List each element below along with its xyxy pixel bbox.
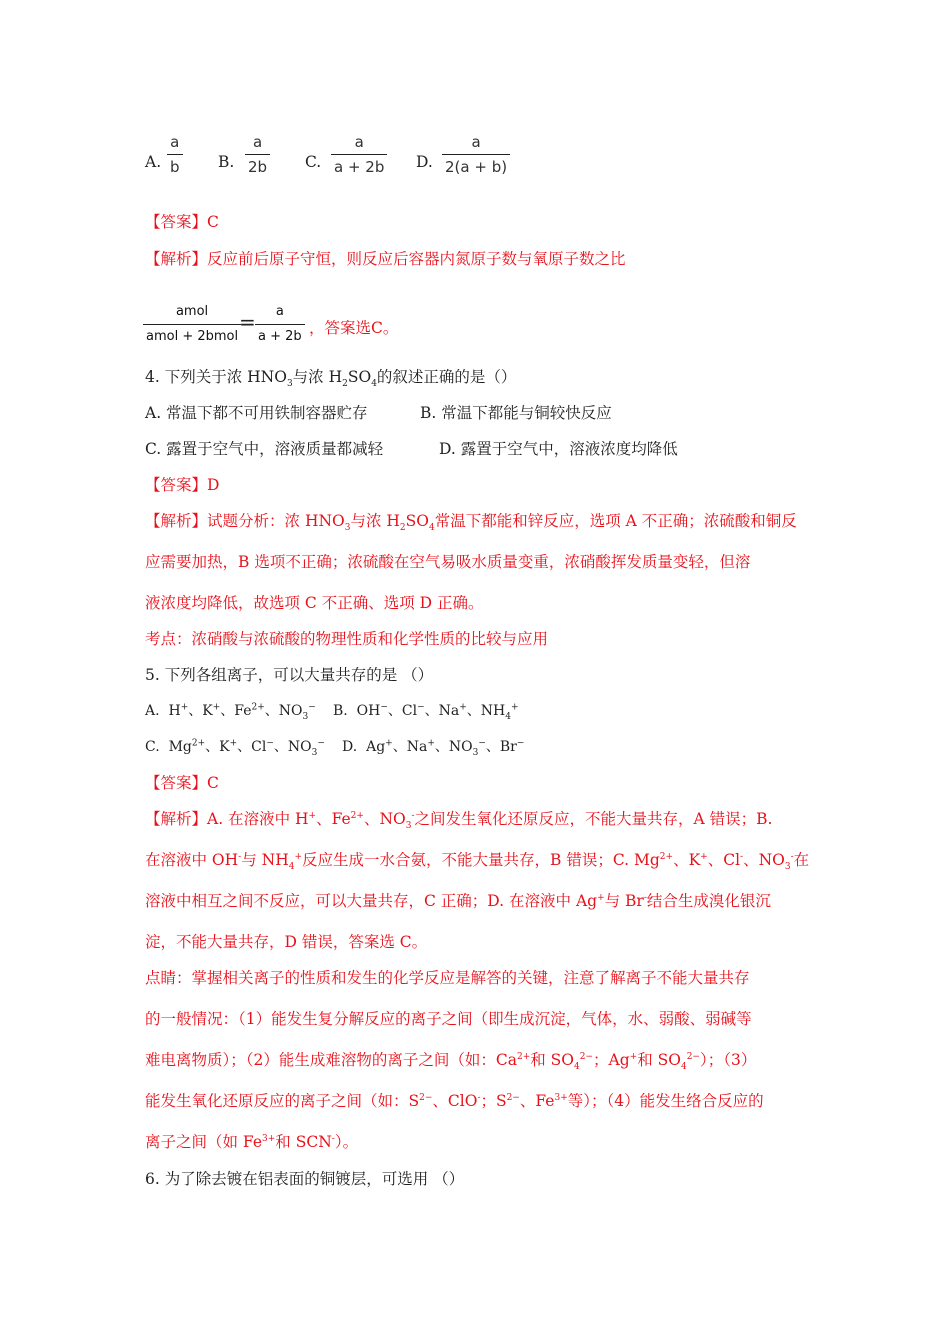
charge: 2− [506, 1092, 520, 1103]
charge: - [238, 851, 242, 862]
q3-option-a-label: A. [145, 153, 162, 171]
fraction-numerator: amol [175, 304, 209, 319]
subscript: 3 [311, 747, 318, 758]
option-label: A. [145, 703, 160, 719]
charge: 2− [419, 1092, 433, 1103]
q5-stem: 5. 下列各组离子，可以大量共存的是 （） [145, 666, 434, 684]
formula-fraction-result [255, 302, 305, 347]
separator: 、 [188, 703, 203, 719]
analysis-tail: ，答案选C。 [309, 319, 399, 337]
q4-analysis-line-3: 液浓度均降低，故选项 C 不正确、选项 D 正确。 [145, 594, 484, 612]
ion: NH [480, 703, 506, 719]
charge: + [629, 1051, 638, 1062]
subscript: 4 [288, 862, 295, 873]
q4-kaodian: 考点：浓硝酸与浓硫酸的物理性质和化学性质的比较与应用 [145, 630, 549, 648]
subscript: 4 [574, 1062, 580, 1073]
charge: - [740, 851, 744, 862]
q3-option-c-label: C. [305, 153, 322, 171]
dianjing-part: 和 SCN [275, 1133, 332, 1151]
ion: NO [278, 703, 303, 719]
charge: + [511, 702, 519, 713]
q5-analysis-line-3 [145, 891, 771, 911]
analysis-tag: 【解析】 [145, 250, 208, 268]
fraction-numerator: a [354, 133, 364, 151]
fraction-denominator: a + 2b [331, 154, 387, 177]
q4-option-d: D. 露置于空气中，溶液浓度均降低 [439, 440, 678, 458]
fraction-denominator: b [167, 154, 183, 177]
charge: - [411, 810, 415, 821]
formula-fraction-mol [143, 302, 241, 347]
separator: 、 [273, 739, 288, 755]
answer-value: C [207, 213, 219, 231]
ion: K [202, 703, 213, 719]
charge: - [477, 1092, 481, 1103]
charge: − [266, 738, 274, 749]
separator: 、 [387, 703, 402, 719]
q5-dianjing-line-1: 点睛：掌握相关离子的性质和发生的化学反应是解答的关键，注意了解离子不能大量共存 [145, 969, 750, 987]
charge: 2+ [251, 702, 265, 713]
dianjing-part: 、ClO [432, 1092, 478, 1110]
q5-dianjing-line-2: 的一般情况：（1）能发生复分解反应的离子之间（即生成沉淀，气体，水、弱酸、弱碱等 [145, 1010, 752, 1028]
ion: Cl [251, 739, 267, 755]
subscript: 3 [405, 821, 412, 832]
ion: Br [499, 739, 517, 755]
analysis-part: 与 Br [604, 892, 644, 910]
charge: 2+ [191, 738, 206, 749]
q5-dianjing-line-4 [145, 1091, 764, 1111]
charge: + [700, 851, 708, 862]
charge: + [308, 810, 317, 821]
charge: − [417, 702, 425, 713]
subscript: 3 [286, 379, 293, 390]
ion: Cl [401, 703, 418, 719]
analysis-part: 与浓 H [350, 512, 400, 530]
subscript: 3 [302, 711, 309, 722]
analysis-part: 溶液中相互之间不反应，可以大量共存，C 正确；D. 在溶液中 Ag [145, 892, 598, 910]
q4-option-a: A. 常温下都不可用铁制容器贮存 [145, 404, 368, 422]
q3-option-c-fraction [331, 132, 387, 177]
q5-analysis-line-1 [145, 809, 773, 832]
separator: 、 [485, 739, 500, 755]
charge: 2− [579, 1051, 594, 1062]
fraction-denominator: amol + 2bmol [143, 324, 241, 347]
q6-stem: 6. 为了除去镀在铝表面的铜镀层，可选用 （） [145, 1170, 465, 1188]
subscript: 3 [784, 862, 791, 873]
q5-analysis-line-2 [145, 850, 810, 873]
fraction-denominator: 2b [245, 154, 270, 177]
analysis-part: 在溶液中 OH [145, 851, 239, 869]
dianjing-part: 和 SO [530, 1051, 575, 1069]
q3-option-b-fraction [245, 132, 270, 177]
ion: NO [287, 739, 312, 755]
charge: − [380, 702, 388, 713]
charge: 2+ [350, 810, 364, 821]
charge: + [597, 892, 605, 903]
option-label: C. [145, 739, 160, 755]
q5-option-a [145, 701, 316, 721]
charge: − [308, 702, 316, 713]
q3-answer [145, 212, 219, 232]
dianjing-part: ；Ag [593, 1051, 630, 1069]
analysis-tag: 【解析】 [145, 810, 208, 828]
charge: 2− [686, 1051, 700, 1062]
answer-tag: 【答案】 [145, 774, 208, 792]
analysis-part: 结合生成溴化银沉 [646, 892, 771, 910]
q4-analysis-line-2: 应需要加热，B 选项不正确；浓硫酸在空气易吸水质量变重，浓硝酸挥发质量变轻，但溶 [145, 553, 751, 571]
analysis-part: 常温下都能和锌反应，选项 A 不正确；浓硫酸和铜反 [434, 512, 797, 530]
separator: 、 [424, 703, 439, 719]
analysis-part: 、Fe [316, 810, 351, 828]
analysis-part: SO [405, 512, 429, 530]
subscript: 4 [505, 711, 511, 722]
q3-analysis [145, 249, 626, 269]
analysis-text: 反应前后原子守恒，则反应后容器内氮原子数与氧原子数之比 [207, 250, 626, 268]
subscript: 4 [680, 1062, 687, 1073]
q5-option-d [342, 737, 524, 757]
analysis-part: 与 NH [241, 851, 289, 869]
analysis-part: A. 在溶液中 H [207, 810, 309, 828]
ion: OH [356, 703, 381, 719]
analysis-part: 反应生成一水合氨，不能大量共存，B 错误；C. Mg [302, 851, 660, 869]
q5-option-b [333, 701, 519, 721]
q4-answer [145, 475, 219, 495]
q5-answer [145, 773, 219, 793]
charge: + [459, 702, 467, 713]
subscript: 2 [342, 379, 348, 390]
dianjing-part: 离子之间（如 Fe [145, 1133, 263, 1151]
charge: + [294, 851, 302, 862]
dianjing-part: 能发生氧化还原反应的离子之间（如：S [145, 1092, 420, 1110]
analysis-tag: 【解析】 [145, 512, 208, 530]
ion: Na [406, 739, 428, 755]
q4-analysis-line-1 [145, 511, 797, 534]
charge: + [229, 738, 238, 749]
ion: K [219, 739, 230, 755]
separator: 、 [434, 739, 449, 755]
dianjing-part: ）。 [334, 1133, 359, 1151]
charge: + [427, 738, 435, 749]
charge: 3+ [554, 1092, 568, 1103]
fraction-denominator: 2(a + b) [442, 154, 510, 177]
analysis-part: 、Cl [707, 851, 741, 869]
charge: - [331, 1133, 335, 1144]
subscript: 4 [428, 523, 435, 534]
analysis-part: 、NO [743, 851, 785, 869]
answer-tag: 【答案】 [145, 476, 208, 494]
subscript: 3 [344, 523, 351, 534]
fraction-numerator: a [170, 133, 180, 151]
q3-options [145, 132, 545, 180]
q4-option-b: B. 常温下都能与铜较快反应 [420, 404, 612, 422]
dianjing-part: 等）；（4）能发生络合反应的 [567, 1092, 764, 1110]
answer-value: D [207, 476, 220, 494]
q3-option-b-label: B. [218, 153, 235, 171]
dianjing-part: 难电离物质）；（2）能生成难溶物的离子之间（如：Ca [145, 1051, 517, 1069]
subscript: 2 [399, 523, 406, 534]
charge: - [643, 892, 647, 903]
q4-option-c: C. 露置于空气中，溶液质量都减轻 [145, 440, 384, 458]
ion: Ag [366, 739, 386, 755]
dianjing-part: ；S [480, 1092, 507, 1110]
ion: Na [438, 703, 460, 719]
charge: - [790, 851, 794, 862]
analysis-part: 、NO [363, 810, 406, 828]
separator: 、 [392, 739, 407, 755]
fraction-numerator: a [252, 133, 263, 151]
dianjing-part: ）；（3） [699, 1051, 757, 1069]
fraction-numerator: a [471, 133, 481, 151]
q5-dianjing-line-5 [145, 1132, 358, 1152]
separator: 、 [205, 739, 220, 755]
q5-option-c [145, 737, 325, 757]
stem-part: 与浓 H [292, 368, 343, 386]
charge: 2+ [516, 1051, 531, 1062]
option-label: B. [333, 703, 348, 719]
charge: − [478, 738, 486, 749]
charge: 3+ [262, 1133, 276, 1144]
separator: 、 [220, 703, 235, 719]
subscript: 4 [371, 379, 377, 390]
charge: 2+ [659, 851, 674, 862]
dianjing-part: 、Fe [519, 1092, 555, 1110]
q5-dianjing-line-3 [145, 1050, 757, 1073]
q3-option-d-label: D. [416, 153, 433, 171]
ion: NO [448, 739, 473, 755]
equals-sign: = [239, 310, 256, 334]
stem-part: 的叙述正确的是（） [376, 368, 517, 386]
separator: 、 [466, 703, 481, 719]
q3-analysis-formula [143, 302, 643, 342]
q3-option-d-fraction [442, 132, 510, 177]
option-label: D. [342, 739, 358, 755]
charge: − [317, 738, 325, 749]
analysis-part: 、K [673, 851, 701, 869]
charge: + [212, 702, 221, 713]
analysis-part: 之间发生氧化还原反应，不能大量共存，A 错误；B. [414, 810, 773, 828]
subscript: 3 [472, 747, 479, 758]
analysis-part: 在 [793, 851, 810, 869]
fraction-numerator: a [275, 304, 284, 319]
answer-tag: 【答案】 [145, 213, 208, 231]
fraction-denominator: a + 2b [255, 324, 305, 347]
stem-part: SO [347, 368, 372, 386]
separator: 、 [237, 739, 252, 755]
q5-analysis-line-4: 淀，不能大量共存，D 错误，答案选 C。 [145, 933, 428, 951]
ion: Fe [234, 703, 252, 719]
ion: Mg [168, 739, 192, 755]
stem-part: 4. 下列关于浓 HNO [145, 368, 287, 386]
separator: 、 [264, 703, 279, 719]
dianjing-part: 和 SO [637, 1051, 681, 1069]
q3-option-a-fraction [167, 132, 183, 177]
q4-stem [145, 367, 517, 390]
answer-value: C [207, 774, 219, 792]
charge: + [385, 738, 393, 749]
analysis-part: 试题分析：浓 HNO [207, 512, 345, 530]
charge: − [516, 738, 525, 749]
ion: H [168, 703, 181, 719]
charge: + [180, 702, 189, 713]
